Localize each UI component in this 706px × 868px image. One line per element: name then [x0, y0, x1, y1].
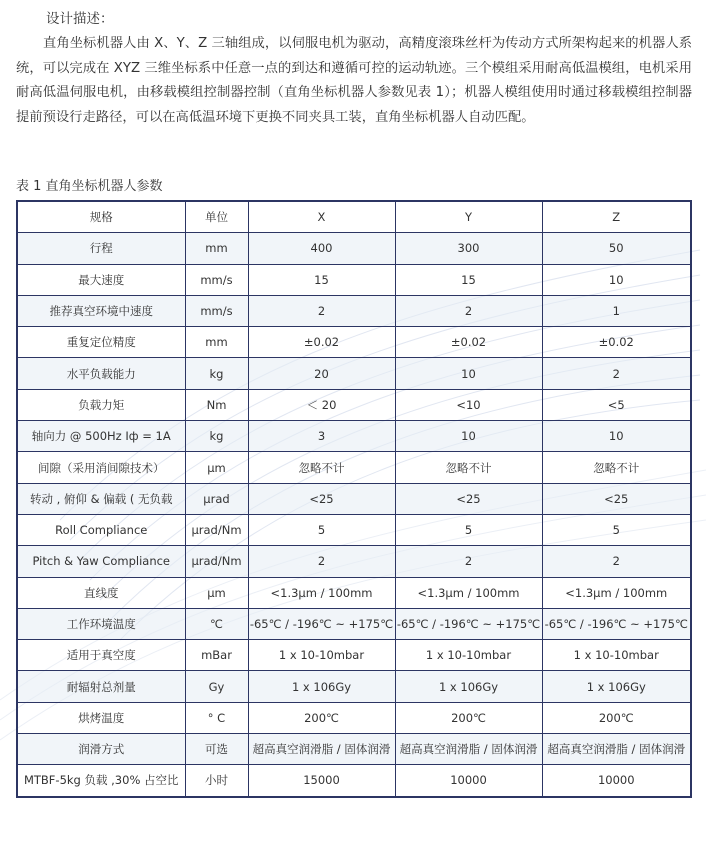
cell-z: 10000 — [542, 765, 691, 797]
cell-x: 1 x 106Gy — [248, 671, 395, 702]
cell-spec: MTBF-5kg 负载 ,30% 占空比 — [17, 765, 185, 797]
table-row — [17, 421, 691, 452]
cell-x: ±0.02 — [248, 327, 395, 358]
cell-spec: Pitch & Yaw Compliance — [17, 546, 185, 577]
cell-z: <1.3μm / 100mm — [542, 577, 691, 608]
cell-x: 3 — [248, 421, 395, 452]
cell-unit: mm — [185, 327, 248, 358]
cell-x: 2 — [248, 546, 395, 577]
cell-y: 2 — [395, 295, 542, 326]
cell-y: 超高真空润滑脂 / 固体润滑 — [395, 734, 542, 765]
cell-spec: 负载力矩 — [17, 389, 185, 420]
cell-z: 200℃ — [542, 702, 691, 733]
cell-z: <25 — [542, 483, 691, 514]
table-header-row — [17, 201, 691, 233]
cell-y: <10 — [395, 389, 542, 420]
header-cell-unit: 单位 — [185, 201, 248, 233]
cell-unit: μrad/Nm — [185, 546, 248, 577]
section-heading: 设计描述： — [46, 11, 114, 27]
cell-y: 1 x 10-10mbar — [395, 640, 542, 671]
cell-y: -65℃ / -196℃ ~ +175℃ — [395, 608, 542, 639]
header-cell-x: X — [248, 201, 395, 233]
cell-x: 200℃ — [248, 702, 395, 733]
cell-unit: mm — [185, 233, 248, 264]
cell-z: 5 — [542, 514, 691, 545]
cell-spec: 耐辐射总剂量 — [17, 671, 185, 702]
cell-unit: 可选 — [185, 734, 248, 765]
cell-spec: Roll Compliance — [17, 514, 185, 545]
cell-spec: 适用于真空度 — [17, 640, 185, 671]
cell-unit: μrad — [185, 483, 248, 514]
cell-unit: mBar — [185, 640, 248, 671]
cell-unit: μm — [185, 452, 248, 483]
table-row — [17, 765, 691, 797]
cell-y: 300 — [395, 233, 542, 264]
cell-unit: ° C — [185, 702, 248, 733]
header-cell-z: Z — [542, 201, 691, 233]
table-row — [17, 233, 691, 264]
cell-z: 2 — [542, 546, 691, 577]
cell-y: 10 — [395, 421, 542, 452]
cell-y: 200℃ — [395, 702, 542, 733]
cell-spec: 间隙（采用消间隙技术） — [17, 452, 185, 483]
cell-z: -65℃ / -196℃ ~ +175℃ — [542, 608, 691, 639]
cell-x: 2 — [248, 295, 395, 326]
table-row — [17, 546, 691, 577]
cell-z: 10 — [542, 421, 691, 452]
cell-x: <25 — [248, 483, 395, 514]
table-row — [17, 452, 691, 483]
cell-x: 5 — [248, 514, 395, 545]
cell-spec: 最大速度 — [17, 264, 185, 295]
cell-spec: 转动 , 俯仰 & 偏载 ( 无负载 — [17, 483, 185, 514]
cell-z: 2 — [542, 358, 691, 389]
cell-unit: kg — [185, 358, 248, 389]
cell-x: ＜ 20 — [248, 389, 395, 420]
cell-spec: 推荐真空环境中速度 — [17, 295, 185, 326]
parameter-table — [16, 200, 692, 798]
cell-y: 忽略不计 — [395, 452, 542, 483]
table-row — [17, 358, 691, 389]
cell-unit: μm — [185, 577, 248, 608]
cell-unit: 小时 — [185, 765, 248, 797]
cell-z: 1 — [542, 295, 691, 326]
cell-y: 15 — [395, 264, 542, 295]
cell-z: 1 x 106Gy — [542, 671, 691, 702]
cell-y: <25 — [395, 483, 542, 514]
cell-z: 1 x 10-10mbar — [542, 640, 691, 671]
cell-z: 超高真空润滑脂 / 固体润滑 — [542, 734, 691, 765]
cell-y: 10000 — [395, 765, 542, 797]
table-row — [17, 702, 691, 733]
table-row — [17, 389, 691, 420]
table-caption: 表 1 直角坐标机器人参数 — [16, 179, 163, 194]
cell-spec: 工作环境温度 — [17, 608, 185, 639]
cell-y: 10 — [395, 358, 542, 389]
cell-x: 超高真空润滑脂 / 固体润滑 — [248, 734, 395, 765]
cell-unit: mm/s — [185, 295, 248, 326]
table-row — [17, 671, 691, 702]
cell-x: 忽略不计 — [248, 452, 395, 483]
cell-spec: 水平负载能力 — [17, 358, 185, 389]
table-row — [17, 640, 691, 671]
table-row — [17, 608, 691, 639]
description-paragraph: 直角坐标机器人由 X、Y、Z 三轴组成，以伺服电机为驱动，高精度滚珠丝杆为传动方式所架构起来的机器人系统，可以完成在 XYZ 三维坐标系中任意一点的到达和遵循可控的运动轨迹。三个模组采用耐高低温模组，电机采用耐高低温伺服电机，由移载模组控制器控制（直角坐标机器人参数见表 1）；机器人模组使用时通过移载模组控制器提前预设行走路径，可以在高低温环境下更换不同夹具工装，直角坐标机器人自动匹配。 — [16, 36, 692, 125]
cell-y: 2 — [395, 546, 542, 577]
cell-unit: μrad/Nm — [185, 514, 248, 545]
parameter-table-body — [17, 201, 691, 797]
cell-spec: 润滑方式 — [17, 734, 185, 765]
cell-x: 15 — [248, 264, 395, 295]
table-row — [17, 483, 691, 514]
table-row — [17, 734, 691, 765]
cell-x: -65℃ / -196℃ ~ +175℃ — [248, 608, 395, 639]
cell-z: 50 — [542, 233, 691, 264]
header-cell-y: Y — [395, 201, 542, 233]
cell-x: 15000 — [248, 765, 395, 797]
cell-unit: mm/s — [185, 264, 248, 295]
cell-z: 忽略不计 — [542, 452, 691, 483]
cell-unit: ℃ — [185, 608, 248, 639]
cell-y: ±0.02 — [395, 327, 542, 358]
cell-y: <1.3μm / 100mm — [395, 577, 542, 608]
cell-y: 1 x 106Gy — [395, 671, 542, 702]
cell-unit: Gy — [185, 671, 248, 702]
table-row — [17, 577, 691, 608]
cell-spec: 轴向力 @ 500Hz Iф = 1A — [17, 421, 185, 452]
cell-unit: Nm — [185, 389, 248, 420]
header-cell-spec: 规格 — [17, 201, 185, 233]
cell-z: 10 — [542, 264, 691, 295]
table-row — [17, 295, 691, 326]
table-row — [17, 327, 691, 358]
cell-z: ±0.02 — [542, 327, 691, 358]
cell-x: 1 x 10-10mbar — [248, 640, 395, 671]
table-row — [17, 514, 691, 545]
cell-x: 400 — [248, 233, 395, 264]
table-row — [17, 264, 691, 295]
cell-spec: 行程 — [17, 233, 185, 264]
cell-x: <1.3μm / 100mm — [248, 577, 395, 608]
cell-z: <5 — [542, 389, 691, 420]
cell-spec: 重复定位精度 — [17, 327, 185, 358]
cell-y: 5 — [395, 514, 542, 545]
cell-unit: kg — [185, 421, 248, 452]
cell-spec: 烘烤温度 — [17, 702, 185, 733]
cell-spec: 直线度 — [17, 577, 185, 608]
cell-x: 20 — [248, 358, 395, 389]
